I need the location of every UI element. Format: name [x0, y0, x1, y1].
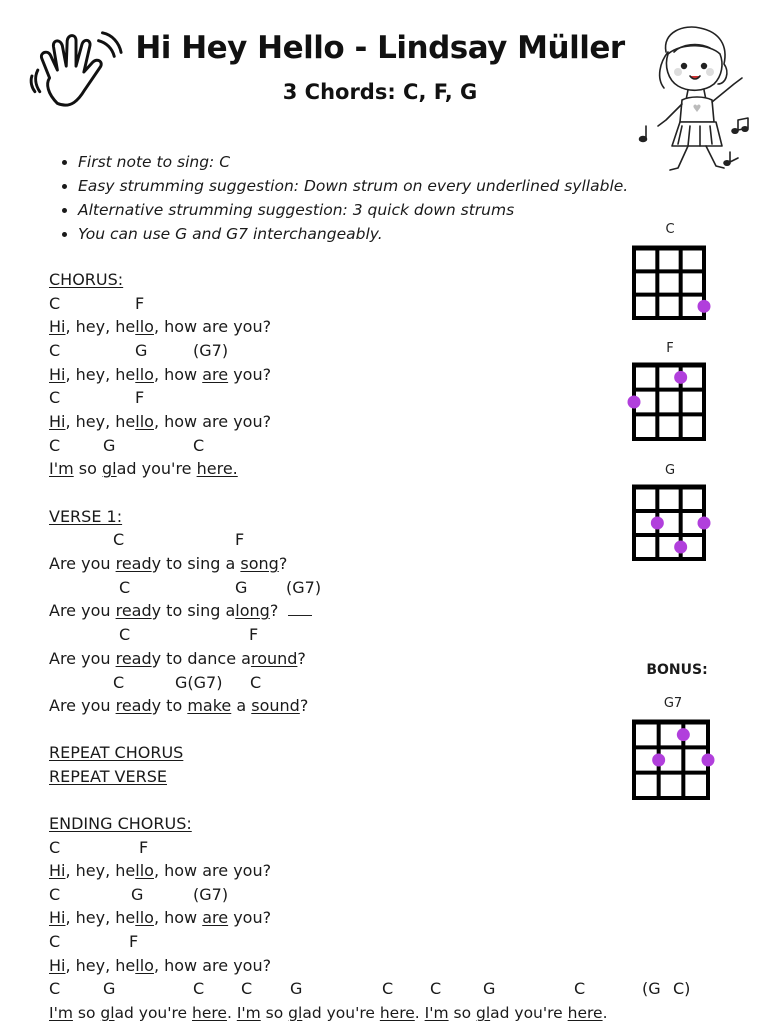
lyric-syllable: are [202, 908, 229, 927]
lyric-line [49, 553, 287, 575]
lyric-syllable: llo [135, 365, 154, 384]
finger-dot [652, 754, 665, 767]
lyric-text: y to sing a [151, 601, 236, 620]
tip-item: • Easy strumming suggestion: Down strum on every underlined syllable. [78, 174, 628, 198]
lyric-syllable: here [192, 1004, 227, 1022]
lyric-syllable: Hi [49, 861, 66, 880]
lyric-syllable: make [187, 696, 232, 715]
chord: C [119, 625, 131, 644]
lyric-line [49, 364, 271, 386]
lyric-syllable: are [202, 365, 229, 384]
chord-grid [628, 720, 716, 802]
repeat-verse-instruction: REPEAT VERSE [49, 767, 167, 786]
lyric-text: y to [151, 696, 188, 715]
lyric-text: you? [228, 365, 272, 384]
lyric-text: so [448, 1004, 476, 1022]
ending-chorus-heading: ENDING CHORUS: [49, 814, 192, 833]
lyric-text: ? [299, 696, 309, 715]
chord: G [235, 578, 248, 597]
lyric-syllable: gl [100, 1004, 115, 1022]
chord: C [49, 294, 61, 313]
lyric-line [49, 458, 238, 480]
lyric-text: ? [278, 554, 288, 573]
tip-item: • Alternative strumming suggestion: 3 quick down strums [78, 198, 628, 222]
lyric-text: , hey, he [65, 412, 136, 431]
finger-dot [651, 517, 664, 530]
chord: C [241, 979, 253, 998]
chord-diagram-label: G7 [663, 696, 683, 711]
chord: F [129, 932, 139, 951]
chord-diagram-c [628, 222, 712, 322]
lyric-line [49, 411, 271, 433]
lyric-text: . [602, 1004, 608, 1022]
chord-diagram-label: C [665, 222, 675, 237]
lyric-text: , how [153, 365, 203, 384]
chord-diagram-label: F [666, 341, 674, 356]
chords-subtitle: 3 Chords: C, F, G [282, 80, 478, 104]
lyric-text: ad you're [116, 459, 197, 478]
lyric-line [49, 316, 271, 338]
lyric-text: Are you [49, 554, 116, 573]
chord: F [139, 838, 149, 857]
finger-dot [698, 300, 711, 313]
lyric-text: ad you're [114, 1004, 193, 1022]
lyric-text: ad you're [490, 1004, 568, 1022]
bonus-label: BONUS: [646, 662, 708, 678]
lyric-line [49, 860, 271, 882]
chord: C [49, 979, 61, 998]
lyric-text: , hey, he [65, 365, 136, 384]
lyric-text: Are you [49, 649, 116, 668]
lyric-text: a [231, 696, 252, 715]
chord: F [249, 625, 259, 644]
chord-grid [628, 485, 712, 563]
lyric-text: . [226, 1004, 237, 1022]
lyric-text: , how are you? [153, 861, 272, 880]
tip-item: • You can use G and G7 interchangeably. [78, 222, 628, 246]
lyric-syllable: here [379, 1004, 415, 1022]
lyric-text: so [260, 1004, 289, 1022]
lyric-text: ? [269, 601, 279, 620]
chord: C [193, 436, 205, 455]
lyric-text: ? [297, 649, 306, 668]
lyric-text: , how are you? [153, 956, 272, 975]
lyric-line [49, 1002, 608, 1024]
chord: G [131, 885, 144, 904]
lyric-syllable: gl [288, 1004, 303, 1022]
lyric-syllable: I'm [49, 459, 74, 478]
chord: F [135, 294, 145, 313]
lyric-text: y to sing a [151, 554, 241, 573]
dancing-girl-illustration [638, 22, 758, 184]
lyric-syllable: read [115, 649, 152, 668]
chord: G [103, 979, 116, 998]
chord: G [290, 979, 303, 998]
chord: C [113, 673, 125, 692]
lyric-syllable: read [115, 601, 152, 620]
lyric-text: Are you [49, 696, 116, 715]
chord: G [135, 341, 148, 360]
lyric-syllable: gl [475, 1004, 491, 1022]
verse-heading: VERSE 1: [49, 507, 123, 526]
chord: C [49, 838, 61, 857]
lyric-text: ad you're [302, 1004, 380, 1022]
chord: C [49, 341, 61, 360]
lyric-syllable: I'm [236, 1004, 261, 1022]
lyric-syllable: read [115, 554, 152, 573]
chord-diagram-label: G [664, 463, 676, 478]
lyric-syllable: long [235, 601, 270, 620]
lyric-syllable: Hi [49, 956, 66, 975]
finger-dot [674, 371, 687, 384]
lyric-syllable: round [250, 649, 298, 668]
chord-grid [628, 246, 712, 322]
lyric-text: so [73, 459, 102, 478]
chord: C [574, 979, 586, 998]
lyric-syllable: read [115, 696, 152, 715]
chord: (G [642, 979, 661, 998]
tips-list [50, 150, 628, 246]
chord: C [49, 436, 61, 455]
lyric-syllable: llo [135, 861, 154, 880]
lyric-syllable: gl [102, 459, 117, 478]
lyric-line [49, 907, 271, 929]
chord: C [49, 388, 61, 407]
lyric-line [49, 695, 308, 717]
lyric-syllable: llo [135, 412, 154, 431]
lyric-syllable: Hi [49, 317, 66, 336]
lyric-text: , hey, he [65, 956, 136, 975]
blank-line [288, 601, 312, 616]
lyric-syllable: song [240, 554, 279, 573]
chord: C [250, 673, 262, 692]
lyric-text: , how are you? [153, 317, 272, 336]
chord: C [113, 530, 125, 549]
song-title: Hi Hey Hello - Lindsay Müller [135, 30, 625, 66]
chord: F [235, 530, 245, 549]
lyric-syllable: sound [251, 696, 300, 715]
chord: F [135, 388, 145, 407]
lyric-text: , hey, he [65, 317, 136, 336]
chorus-heading: CHORUS: [49, 270, 124, 289]
chord: C) [673, 979, 691, 998]
lyric-text: . [414, 1004, 425, 1022]
lyric-syllable: here [567, 1004, 603, 1022]
lyric-text: y to dance a [151, 649, 251, 668]
chord: (G7) [286, 578, 322, 597]
lyric-syllable: Hi [49, 412, 66, 431]
lyric-text: so [72, 1004, 101, 1022]
chord-diagram-f [628, 341, 712, 443]
lyric-syllable: Hi [49, 908, 66, 927]
chord-grid [628, 363, 712, 443]
lyric-line [49, 955, 271, 977]
chord: G [103, 436, 116, 455]
chord: C [49, 932, 61, 951]
lyric-syllable: I'm [424, 1004, 449, 1022]
lyric-syllable: Hi [49, 365, 66, 384]
chord-diagram-g [628, 463, 712, 563]
tip-item: • First note to sing: C [78, 150, 628, 174]
finger-dot [674, 541, 687, 554]
chord: G(G7) [175, 673, 223, 692]
lyric-text: Are you [49, 601, 116, 620]
chord: C [430, 979, 442, 998]
chord: C [382, 979, 394, 998]
lyric-syllable: llo [135, 956, 154, 975]
lyric-text: , hey, he [65, 908, 136, 927]
lyric-syllable: I'm [49, 1004, 73, 1022]
repeat-chorus-instruction: REPEAT CHORUS [49, 743, 184, 762]
chord: C [193, 979, 205, 998]
lyric-line [49, 648, 306, 670]
chord: G [483, 979, 496, 998]
finger-dot [628, 396, 641, 409]
lyric-syllable: here. [196, 459, 238, 478]
chord: C [119, 578, 131, 597]
chord: (G7) [193, 885, 229, 904]
chord: C [49, 885, 61, 904]
chord-diagram-g7 [628, 696, 718, 806]
lyric-syllable: llo [135, 317, 154, 336]
finger-dot [702, 754, 715, 767]
lyric-text: you? [228, 908, 272, 927]
finger-dot [698, 517, 711, 530]
lyric-text: , how [153, 908, 203, 927]
chord: (G7) [193, 341, 229, 360]
lyric-text: , hey, he [65, 861, 136, 880]
finger-dot [677, 728, 690, 741]
lyric-line [49, 600, 312, 622]
lyric-syllable: llo [135, 908, 154, 927]
lyric-text: , how are you? [153, 412, 272, 431]
